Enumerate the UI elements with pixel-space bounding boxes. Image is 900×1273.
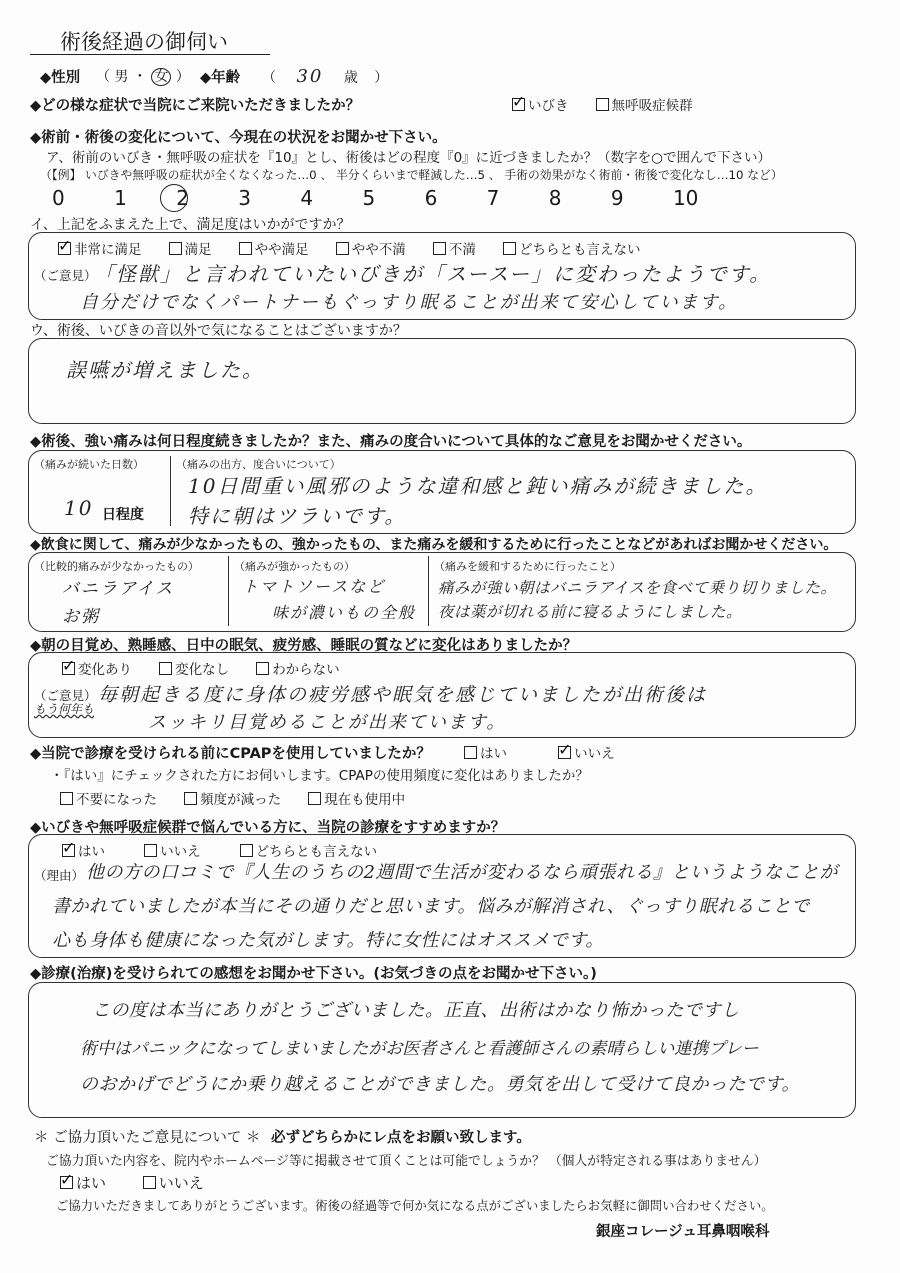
q5-detail-line2: 特に朝はツラいです。: [188, 504, 407, 528]
checkbox-icon: [503, 242, 516, 255]
q3-option[interactable]: [433, 242, 476, 258]
q8-question: ◆当院で診療を受けられる前にCPAPを使用していましたか？: [30, 746, 431, 762]
checkbox-icon: [256, 662, 269, 675]
scale-6[interactable]: 6: [424, 186, 438, 210]
q5-detail-line1: 10日間重い風邪のような違和感と鈍い痛みが続きました。: [188, 474, 768, 498]
q9-option-label: いいえ: [160, 844, 201, 860]
q7-answer-line1: 毎朝起きる度に身体の疲労感や眠気を感じていましたが出術後は: [98, 684, 708, 706]
q1-options: [512, 94, 715, 114]
checkbox-checked-icon: [60, 1176, 73, 1189]
q4-question: ウ、術後、いびきの音以外で気になることはございますか？: [30, 323, 407, 339]
q7-option[interactable]: [62, 662, 132, 678]
page-title: 術後経過の御伺い: [60, 30, 228, 54]
q7-note: もう何年も: [34, 702, 95, 716]
checkbox-checked-icon: [58, 242, 71, 255]
q9-options: [62, 840, 399, 860]
footer-option-yes[interactable]: [60, 1174, 106, 1192]
checkbox-checked-icon: [512, 98, 525, 111]
checkbox-checked-icon: [62, 662, 75, 675]
q3-option[interactable]: [239, 242, 309, 258]
q7-question: ◆朝の目覚め、熟睡感、日中の眠気、疲労感、睡眠の質などに変化はありましたか？: [30, 638, 578, 654]
footer-option-no[interactable]: [143, 1174, 204, 1192]
footer-question: ご協力頂いた内容を、院内やホームページ等に掲載させて頂くことは可能でしょうか？ （個人が特定される事はありません）: [46, 1154, 767, 1169]
q6-col1-label: （比較的痛みが少なかったもの）: [34, 560, 199, 573]
q8-sub-option[interactable]: [60, 792, 157, 808]
age-unit: 歳: [343, 70, 358, 86]
q5-detail-label: （痛みの出方、度合いについて）: [176, 458, 341, 471]
q7-answer-line2: スッキリ目覚めることが出来ています。: [148, 712, 507, 733]
gender-male: 男: [114, 69, 129, 85]
q8-options: [464, 742, 637, 762]
q3-question: イ、上記をふまえた上で、満足度はいかがですか？: [30, 217, 351, 233]
age-field[interactable]: [262, 66, 388, 87]
q3-option-label: どちらとも言えない: [518, 242, 641, 258]
q2-subquestion: ア、術前のいびき・無呼吸の症状を『10』とし、術後はどの程度『0』に近づきましたか？（数字を○で囲んで下さい）: [46, 150, 771, 166]
q1-option-snoring[interactable]: [512, 98, 569, 114]
q9-option-label: どちらとも言えない: [255, 844, 378, 860]
checkbox-icon: [239, 242, 252, 255]
q3-option-label: やや不満: [351, 242, 406, 258]
scale-7[interactable]: 7: [486, 186, 500, 210]
q1-option-apnea[interactable]: [596, 98, 693, 114]
checkbox-icon: [159, 662, 172, 675]
q8-sub-options: [60, 788, 427, 808]
footer-note-instruction: 必ずどちらかにレ点をお願い致します。: [271, 1130, 531, 1146]
q3-option-label: 不満: [448, 242, 476, 258]
q9-option-label: はい: [78, 844, 105, 860]
gender-close-paren: ）: [175, 69, 190, 85]
q8-subquestion: ・『はい』にチェックされた方にお伺いします。CPAPの使用頻度に変化はありましたか？: [50, 768, 589, 784]
q2-scale: [52, 186, 730, 210]
q1-option-label: 無呼吸症候群: [611, 98, 693, 114]
q5-days-label: （痛みが続いた日数）: [34, 458, 144, 471]
footer-option-label: はい: [76, 1174, 107, 1192]
q9-answer-line2: 書かれていましたが本当にその通りだと思います。悩みが解消され、ぐっすり眠れることで: [52, 896, 810, 917]
q7-option-label: 変化なし: [175, 662, 230, 678]
checkbox-icon: [60, 792, 73, 805]
q9-answer-line3: 心も身体も健康になった気がします。特に女性にはオススメです。: [52, 930, 604, 951]
q5-days-unit: 日程度: [102, 507, 144, 523]
q5-question: ◆術後、強い痛みは何日程度続きましたか？また、痛みの度合いについて具体的なご意見をお聞かせください。: [30, 434, 752, 450]
q3-option-label: 非常に満足: [74, 242, 142, 258]
q8-option-no[interactable]: [558, 746, 615, 762]
q10-answer-line1: この度は本当にありがとうございました。正直、出術はかなり怖かったですし: [92, 1000, 740, 1021]
checkbox-icon: [169, 242, 182, 255]
q7-options: [62, 658, 362, 678]
q3-option-label: 満足: [184, 242, 212, 258]
checkbox-icon: [433, 242, 446, 255]
q7-option[interactable]: [256, 662, 340, 678]
q6-question: ◆飲食に関して、痛みが少なかったもの、強かったもの、また痛みを緩和するために行ったことなどがあればお聞かせください。: [30, 537, 838, 553]
q8-option-yes[interactable]: [464, 746, 507, 762]
q6-col2-label: （痛みが強かったもの）: [234, 560, 355, 573]
q3-option[interactable]: [169, 242, 212, 258]
age-label: ◆年齢: [200, 70, 241, 86]
scale-10[interactable]: 10: [672, 186, 699, 210]
q7-option-label: わからない: [272, 662, 340, 678]
q2-example: （【例】 いびきや無呼吸の症状が全くなくなった…0 、 半分くらいまで軽減した…5 、 手術の効果がなく術前・術後で変化なし…10 など）: [40, 168, 783, 182]
q3-answer-line2: 自分だけでなくパートナーもぐっすり眠ることが出来て安心しています。: [80, 292, 739, 313]
q3-answer-line1: 「怪獣」と言われていたいびきが「スースー」に変わったようです。: [94, 262, 772, 286]
q3-opinion-label: （ご意見）: [34, 268, 97, 283]
q8-sub-option[interactable]: [308, 792, 405, 808]
q6-col2-line2: 味が濃いもの全般: [272, 603, 417, 622]
q8-option-label: はい: [480, 746, 507, 762]
checkbox-icon: [464, 746, 477, 759]
q3-option[interactable]: [58, 242, 142, 258]
scale-3[interactable]: 3: [238, 186, 252, 210]
q7-option[interactable]: [159, 662, 229, 678]
age-open-paren: （: [262, 70, 276, 86]
q3-options: [58, 238, 662, 258]
title-underline: [30, 54, 270, 55]
q7-option-label: 変化あり: [78, 662, 132, 678]
checkbox-icon: [184, 792, 197, 805]
checkbox-icon: [336, 242, 349, 255]
scale-5[interactable]: 5: [362, 186, 376, 210]
checkbox-icon: [143, 1176, 156, 1189]
q8-sub-option-label: 現在も使用中: [324, 792, 406, 808]
q5-divider: [170, 456, 171, 526]
q1-question: ◆どの様な症状で当院にご来院いただきましたか？: [30, 98, 361, 114]
q9-question: ◆いびきや無呼吸症候群で悩んでいる方に、当院の診療をすすめますか？: [30, 820, 506, 836]
gender-field[interactable]: [96, 66, 190, 86]
scale-1[interactable]: 1: [114, 186, 127, 210]
scale-2-selected[interactable]: 2: [176, 186, 189, 210]
footer-note-title: ＊ ご協力頂いたご意見について ＊: [34, 1130, 261, 1146]
q10-question: ◆診療(治療)を受けられての感想をお聞かせ下さい。(お気づきの点をお聞かせ下さい。): [30, 966, 597, 982]
age-value: 30: [296, 66, 324, 87]
footer-thanks: ご協力いただきましてありがとうございます。術後の経過等で何か気になる点がございましたらお気軽に御問い合わせください。: [56, 1198, 774, 1213]
checkbox-icon: [240, 844, 253, 857]
scale-4[interactable]: 4: [300, 186, 314, 210]
q6-col3-line1: 痛みが強い朝はバニラアイスを食べて乗り切りました。: [438, 579, 837, 597]
q7-opinion-label: （ご意見）: [34, 688, 97, 703]
checkbox-checked-icon: [558, 746, 571, 759]
checkbox-icon: [308, 792, 321, 805]
q2-question: ◆術前・術後の変化について、今現在の状況をお聞かせ下さい。: [30, 130, 447, 146]
q5-days-value: 10: [64, 496, 94, 520]
q6-divider-2: [428, 556, 429, 626]
clinic-name: 銀座コレージュ耳鼻咽喉科: [596, 1224, 770, 1240]
q8-sub-option-label: 不要になった: [76, 792, 157, 808]
checkbox-icon: [596, 98, 609, 111]
scale-8[interactable]: 8: [548, 186, 562, 210]
footer-option-label: いいえ: [158, 1174, 204, 1192]
q6-col3-line2: 夜は薬が切れる前に寝るようにしました。: [438, 603, 743, 621]
q9-reason-label: （理由）: [34, 868, 85, 883]
q8-sub-option-label: 頻度が減った: [200, 792, 282, 808]
scale-selection-circle-icon: [160, 184, 188, 212]
gender-label: ◆性別: [40, 70, 81, 86]
q8-option-label: いいえ: [574, 746, 615, 762]
q3-option[interactable]: [336, 242, 406, 258]
checkbox-icon: [144, 844, 157, 857]
q8-sub-option[interactable]: [184, 792, 281, 808]
scale-9[interactable]: 9: [610, 186, 624, 210]
scale-0[interactable]: 0: [52, 186, 65, 210]
gender-open-paren: （: [96, 69, 110, 85]
q1-option-label: いびき: [528, 98, 569, 114]
age-close-paren: ）: [374, 70, 389, 86]
q4-answer: 誤嚥が増えました。: [66, 358, 264, 382]
q6-col2-line1: トマトソースなど: [242, 577, 386, 596]
q6-col1-line1: バニラアイス: [62, 579, 175, 599]
q10-answer-line2: 術中はパニックになってしまいましたがお医者さんと看護師さんの素晴らしい連携プレー: [80, 1039, 759, 1059]
gender-female-selected: 女: [151, 68, 171, 86]
q3-option[interactable]: [503, 242, 641, 258]
q10-answer-line3: のおかげでどうにか乗り越えることができました。勇気を出して受けて良かったです。: [80, 1074, 801, 1095]
q6-divider-1: [228, 556, 229, 626]
footer-note: [34, 1126, 531, 1147]
q9-answer-line1: 他の方の口コミで『人生のうちの2週間で生活が変わるなら頑張れる』というようなことが: [86, 862, 838, 883]
footer-options: [60, 1172, 226, 1193]
q6-col1-line2: お粥: [62, 607, 100, 627]
checkbox-checked-icon: [62, 844, 75, 857]
q6-col3-label: （痛みを緩和するために行ったこと）: [434, 560, 621, 573]
q3-option-label: やや満足: [254, 242, 309, 258]
gender-sep: ・: [132, 69, 147, 85]
